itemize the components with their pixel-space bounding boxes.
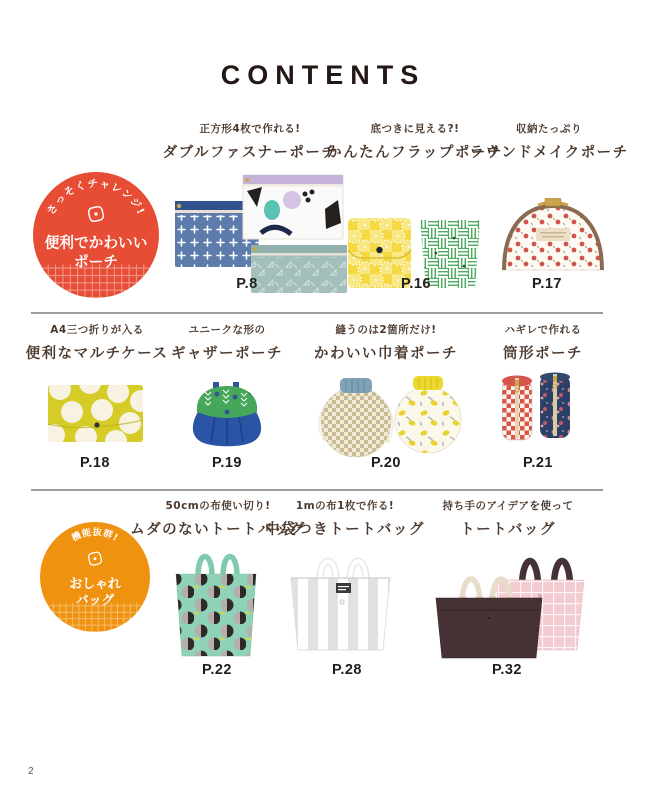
page-ref: P.8 (236, 276, 258, 292)
item-title: 中袋つきトートバッグ (265, 522, 425, 538)
page-ref: P.21 (523, 455, 553, 471)
item-subtitle: 持ち手のアイデアを使って (442, 500, 574, 512)
toc-item-gather-pouch (171, 322, 283, 363)
item-subtitle: 1mの布1枚で作る! (295, 500, 395, 512)
item-subtitle: 収納たっぷり (516, 123, 582, 135)
no-waste-tote-image (168, 546, 263, 660)
badge-line2: バッグ (75, 593, 115, 609)
toc-item-round-make-pouch (469, 121, 628, 162)
item-title: ムダのないトートバッグ (130, 522, 306, 538)
badge-line2: ポーチ (73, 253, 119, 271)
gingham-drawstring-pouch (319, 378, 393, 457)
page-ref: P.18 (80, 455, 110, 471)
badge-line1: おしゃれ (69, 577, 121, 592)
lined-tote-image (288, 550, 393, 654)
item-subtitle: 縫うのは2箇所だけ! (335, 324, 437, 336)
item-title: 筒形ポーチ (503, 346, 583, 362)
section-divider (31, 489, 603, 491)
tote-label (336, 583, 351, 593)
cylinder-pouch-image (502, 372, 572, 444)
badge-arc-text: さっそくチャレンジ! (45, 177, 147, 218)
page-ref: P.22 (202, 662, 232, 678)
handle-idea-tote-image (432, 548, 587, 660)
item-title: 便利なマルチケース (25, 346, 169, 362)
toc-item-double-zipper-pouch (163, 121, 338, 162)
page-ref: P.17 (532, 276, 562, 292)
item-subtitle: 底つきに見える?! (370, 123, 460, 135)
drawstring-pouch-image (308, 368, 466, 460)
item-title: ギャザーポーチ (171, 346, 283, 362)
gather-pouch-image (185, 382, 270, 447)
double-zipper-pouch-image (175, 171, 350, 295)
page-ref: P.16 (401, 276, 431, 292)
navy-floral-cylinder (540, 373, 570, 439)
toc-item-handle-idea-tote (442, 498, 573, 539)
lemon-drawstring-pouch (395, 376, 461, 453)
item-subtitle: ハギレで作れる (504, 324, 582, 336)
multi-case-image (48, 385, 143, 443)
toc-item-cylinder-pouch (503, 322, 583, 363)
item-title: ラウンドメイクポーチ (469, 145, 629, 161)
teal-pouch (251, 245, 347, 293)
white-abstract-pouch (243, 175, 343, 239)
item-subtitle: 正方形4枚で作れる! (199, 123, 301, 135)
toc-item-multi-case (26, 322, 169, 363)
badge-arc-text: 機能抜群! (69, 526, 121, 544)
badge-line1: 便利でかわいい (44, 234, 148, 252)
section-divider (31, 312, 603, 314)
page-title: CONTENTS (220, 60, 426, 90)
page-ref: P.32 (492, 662, 522, 678)
item-title: かんたんフラップポーチ (327, 145, 503, 161)
item-title: ダブルファスナーポーチ (162, 145, 338, 161)
item-subtitle: ユニークな形の (188, 324, 266, 336)
folio-number: 2 (28, 766, 34, 777)
round-make-pouch-image (498, 198, 608, 278)
page-ref: P.20 (371, 455, 401, 471)
item-title: トートバッグ (460, 522, 556, 538)
item-title: かわいい巾着ポーチ (314, 346, 458, 362)
item-subtitle: 50cmの布使い切り! (165, 500, 271, 512)
pouch-section-badge (33, 172, 159, 298)
page-ref: P.28 (332, 662, 362, 678)
pouch-label (536, 228, 570, 241)
item-subtitle: A4三つ折りが入る (50, 324, 144, 336)
toc-item-lined-tote (265, 498, 425, 539)
toc-item-drawstring-pouch (314, 322, 458, 363)
red-gingham-cylinder (502, 376, 532, 441)
page-ref: P.19 (212, 455, 242, 471)
